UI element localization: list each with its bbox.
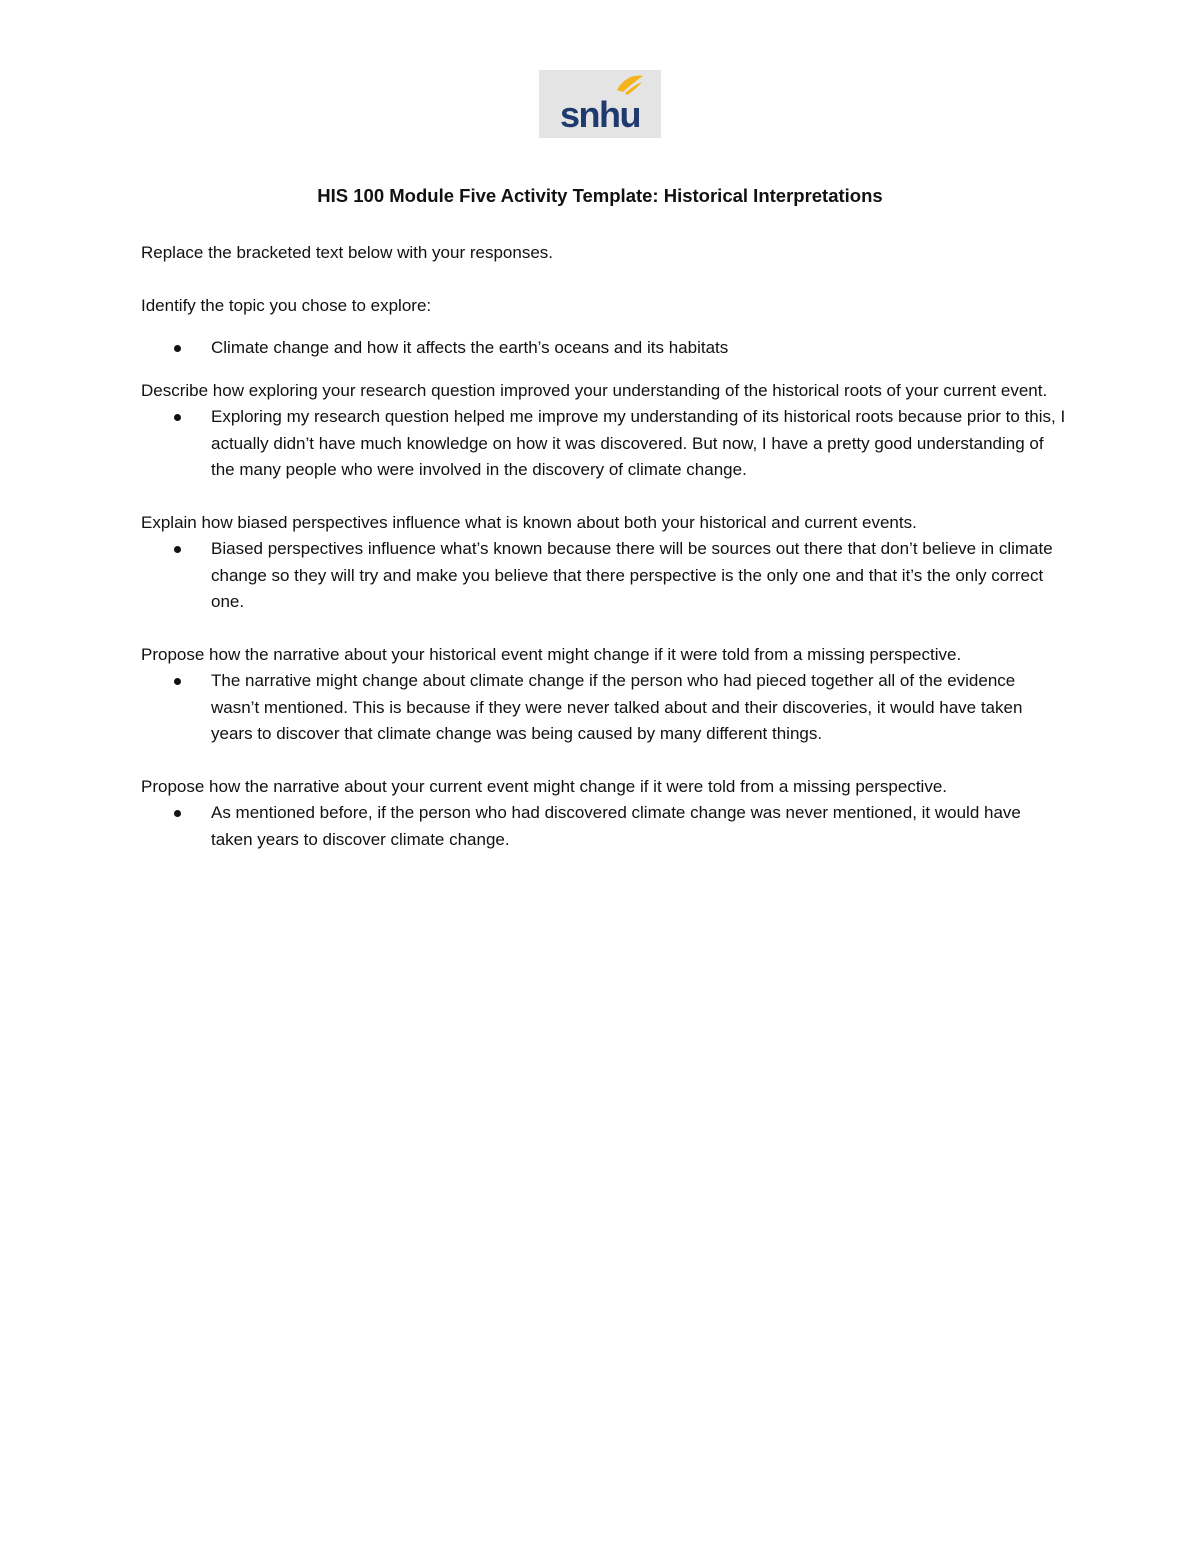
snhu-logo xyxy=(539,70,661,138)
section-prompt: Propose how the narrative about your historical event might change if it were told from a missing perspective. xyxy=(141,644,962,664)
section-prompt: Explain how biased perspectives influence what is known about both your historical and current events. xyxy=(141,512,917,532)
response-text: Exploring my research question helped me improve my understanding of its historical roots because prior to this, I actually didn’t have much knowledge on how it was discovered. But now, I have a pretty good understanding of the many people who were involved in the discovery of climate change. xyxy=(211,407,1066,479)
response-text: The narrative might change about climate change if the person who had pieced together all of the evidence wasn’t mentioned. This is because if they were never talked about and their discoveries, it would have taken years to discover that climate change was being caused by many different things. xyxy=(211,671,1023,743)
response-item xyxy=(141,404,1066,484)
bullet-icon xyxy=(174,546,181,553)
response-text: Climate change and how it affects the earth’s oceans and its habitats xyxy=(211,338,729,357)
svg-text:snhu: snhu xyxy=(560,94,640,135)
response-item xyxy=(141,335,1066,362)
response-text: Biased perspectives influence what’s known because there will be sources out there that don’t believe in climate change so they will try and make you believe that there perspective is the only one and that it’s the only correct one. xyxy=(211,539,1053,611)
bullet-icon xyxy=(174,414,181,421)
response-text: As mentioned before, if the person who had discovered climate change was never mentioned, it would have taken years to discover climate change. xyxy=(211,803,1021,849)
response-list xyxy=(141,404,1066,484)
bullet-icon xyxy=(174,345,181,352)
response-item xyxy=(141,536,1066,616)
response-list xyxy=(141,800,1066,853)
section-prompt: Propose how the narrative about your current event might change if it were told from a missing perspective. xyxy=(141,776,948,796)
section-prompt: Describe how exploring your research question improved your understanding of the historical roots of your current event. xyxy=(141,380,1048,400)
response-list xyxy=(141,536,1066,616)
section-prompt: Identify the topic you chose to explore: xyxy=(141,295,432,315)
bullet-icon xyxy=(174,678,181,685)
snhu-logo-graphic xyxy=(539,70,661,138)
response-item xyxy=(141,668,1066,748)
instructions-text: Replace the bracketed text below with your responses. xyxy=(141,243,554,262)
response-list xyxy=(141,335,1066,362)
response-item xyxy=(141,800,1066,853)
response-list xyxy=(141,668,1066,748)
document-title: HIS 100 Module Five Activity Template: Historical Interpretations xyxy=(317,185,883,206)
bullet-icon xyxy=(174,810,181,817)
document-body xyxy=(141,240,1066,853)
